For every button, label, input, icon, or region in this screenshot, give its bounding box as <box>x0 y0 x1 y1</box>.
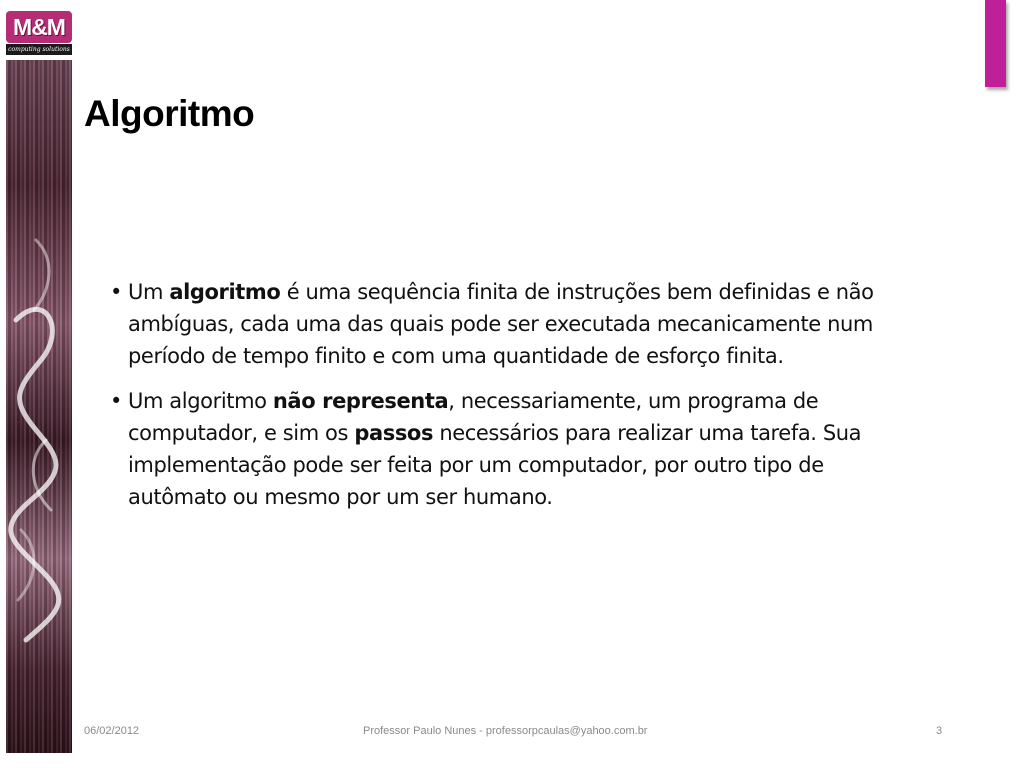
bullet-icon: • <box>110 280 122 304</box>
bold-term: não representa <box>272 389 449 413</box>
slide-title: Algoritmo <box>84 93 255 134</box>
bullet-segment: é uma sequência finita de instruções bem definidas e não ambíguas, cada uma das quais pode ser executada mecanicamente num período de tempo finito e com uma quantidade de esforço finita. <box>128 280 874 368</box>
bullet-icon: • <box>110 389 122 413</box>
bullet-segment: Um algoritmo <box>128 389 273 413</box>
logo-tagline: computing solutions <box>6 44 72 55</box>
footer-author: Professor Paulo Nunes - professorpcaulas@yahoo.com.br <box>363 725 648 737</box>
bold-term: algoritmo <box>169 280 281 304</box>
page-number: 3 <box>936 725 943 737</box>
bold-term: passos <box>354 421 434 445</box>
logo-mark: M&M <box>6 11 72 43</box>
bullet-item <box>110 385 910 513</box>
footer-date: 06/02/2012 <box>84 725 140 737</box>
bullet-segment: , necessariamente, um programa de computador, e sim os <box>128 389 819 445</box>
bullet-item <box>110 276 910 372</box>
strip-swirl-graphic <box>6 60 72 753</box>
accent-bar <box>985 0 1006 87</box>
bullet-text <box>128 280 874 368</box>
company-logo <box>6 11 72 57</box>
bullet-text <box>128 389 861 509</box>
bullet-segment: Um <box>128 280 170 304</box>
decorative-side-strip <box>6 60 72 753</box>
bullet-segment: necessários para realizar uma tarefa. Sua implementação pode ser feita por um computador, por outro tipo de autômato ou mesmo por um ser humano. <box>128 421 862 509</box>
bullet-list <box>110 276 910 526</box>
